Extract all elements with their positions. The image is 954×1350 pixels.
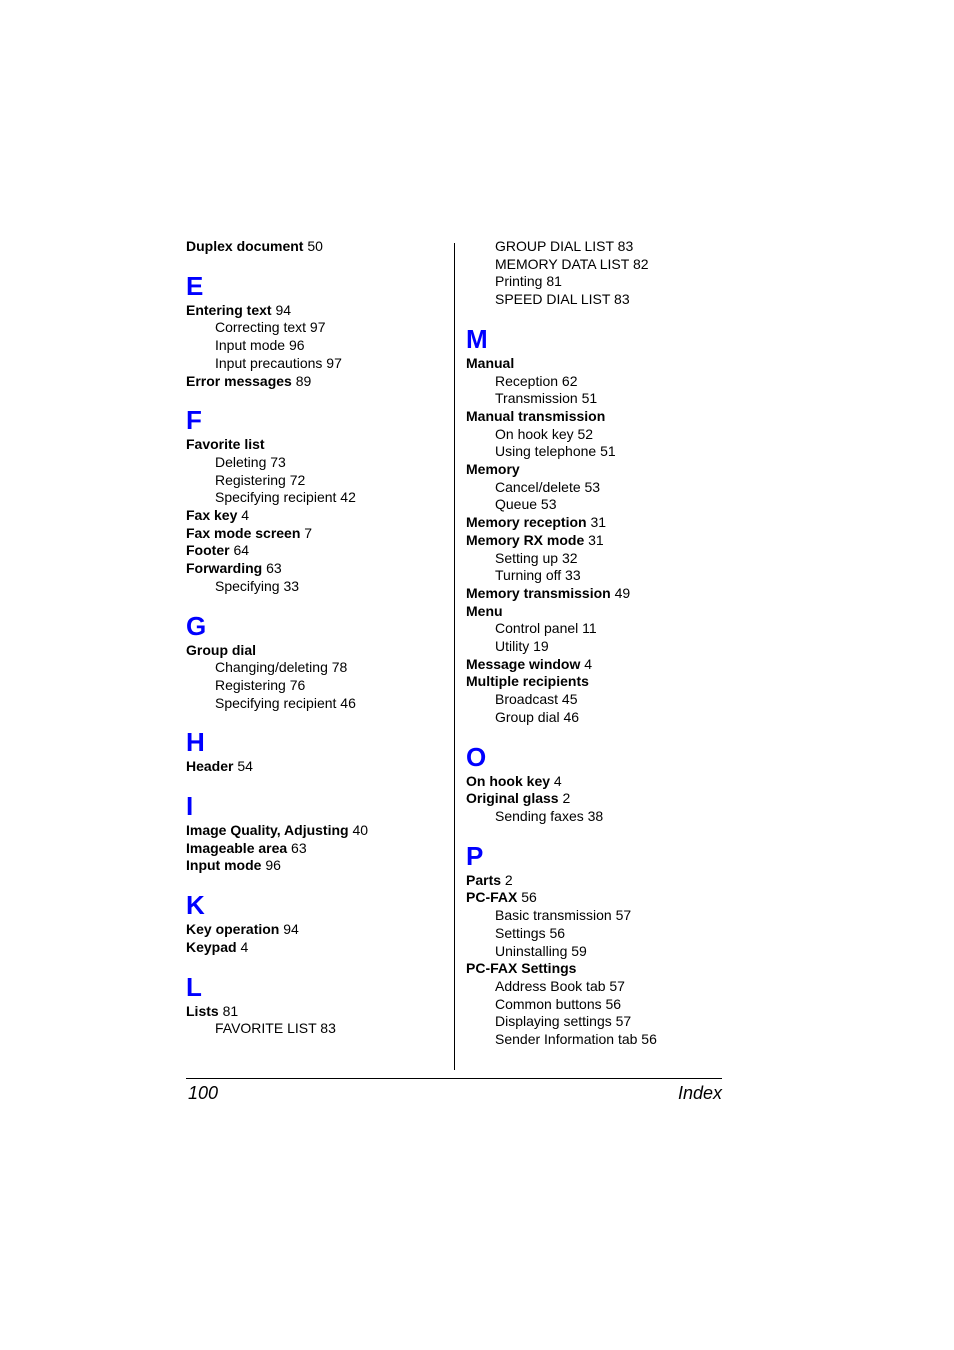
index-page-reference: Reception 62 — [495, 372, 578, 389]
index-page-reference: Changing/deleting 78 — [215, 659, 348, 676]
index-page-reference: Sending faxes 38 — [495, 807, 604, 824]
index-subentry — [466, 373, 722, 391]
index-page-reference: 40 — [348, 822, 369, 839]
index-page-reference: Correcting text 97 — [215, 319, 326, 336]
index-page-reference: 54 — [233, 758, 253, 775]
index-term: Manual — [466, 354, 515, 371]
index-term: Original glass — [466, 790, 559, 807]
index-term: Lists — [186, 1002, 219, 1019]
index-subentry — [186, 695, 448, 713]
index-page-reference: 4 — [237, 507, 250, 524]
index-entry — [186, 840, 448, 858]
index-page-reference: 31 — [586, 514, 607, 531]
index-page-reference: 63 — [262, 560, 282, 577]
index-page-reference: Using telephone 51 — [495, 443, 616, 460]
index-entry — [466, 773, 722, 791]
index-page-reference: Input mode 96 — [215, 337, 305, 354]
index-page-reference: Queue 53 — [495, 496, 557, 513]
index-entry — [186, 542, 448, 560]
index-entry — [466, 960, 722, 978]
index-page-reference: Uninstalling 59 — [495, 942, 587, 959]
index-subentry — [466, 291, 722, 309]
index-entry — [466, 889, 722, 907]
index-entry — [466, 872, 722, 890]
index-entry — [466, 461, 722, 479]
index-page-reference: Address Book tab 57 — [495, 977, 625, 994]
index-term: Input mode — [186, 857, 262, 874]
index-page-reference: 4 — [580, 655, 593, 672]
index-subentry — [466, 978, 722, 996]
index-subentry — [466, 808, 722, 826]
index-term: PC-FAX Settings — [466, 960, 577, 977]
index-term: Forwarding — [186, 560, 263, 577]
index-subentry — [466, 273, 722, 291]
index-entry — [186, 1003, 448, 1021]
index-subentry — [186, 677, 448, 695]
index-term: Footer — [186, 542, 230, 559]
index-term: Memory — [466, 461, 520, 478]
index-page-reference: Deleting 73 — [215, 453, 286, 470]
index-subentry — [186, 578, 448, 596]
index-subentry — [466, 907, 722, 925]
index-entry — [186, 373, 448, 391]
index-subentry — [466, 620, 722, 638]
index-term: On hook key — [466, 772, 551, 789]
index-page-reference: 94 — [271, 301, 292, 318]
index-term: Memory RX mode — [466, 531, 585, 548]
index-page-reference: Broadcast 45 — [495, 691, 578, 708]
index-letter-heading: G — [186, 610, 207, 641]
index-entry — [186, 857, 448, 875]
index-letter-heading: L — [186, 971, 202, 1002]
index-page-reference: 7 — [300, 524, 313, 541]
index-term: Memory reception — [466, 514, 587, 531]
index-entry — [186, 822, 448, 840]
running-title: Index — [677, 1083, 722, 1103]
index-page-reference: GROUP DIAL LIST 83 — [495, 238, 634, 254]
index-page-reference: Utility 19 — [495, 638, 549, 655]
index-page-reference: Specifying 33 — [215, 577, 300, 594]
index-entry — [466, 514, 722, 532]
index-subentry — [466, 426, 722, 444]
index-subentry — [466, 256, 722, 274]
index-page-reference: 4 — [236, 938, 249, 955]
index-page-reference: 49 — [610, 584, 631, 601]
index-entry — [186, 525, 448, 543]
index-entry — [186, 758, 448, 776]
index-subentry — [186, 489, 448, 507]
index-page-reference: Group dial 46 — [495, 708, 580, 725]
index-page-reference: Sender Information tab 56 — [495, 1031, 657, 1048]
index-letter-heading: M — [466, 323, 488, 354]
index-page-reference: Printing 81 — [495, 273, 562, 290]
index-page-reference: Specifying recipient 42 — [215, 489, 356, 506]
index-entry — [186, 560, 448, 578]
index-term: Multiple recipients — [466, 673, 589, 690]
index-subentry — [466, 709, 722, 727]
index-subentry — [186, 454, 448, 472]
index-entry — [466, 790, 722, 808]
index-entry — [186, 507, 448, 525]
index-page-reference: Common buttons 56 — [495, 995, 622, 1012]
index-subentry — [186, 1020, 448, 1038]
index-entry — [466, 585, 722, 603]
index-entry — [186, 939, 448, 957]
index-page-reference: FAVORITE LIST 83 — [215, 1020, 336, 1037]
index-subentry — [466, 567, 722, 585]
index-page-reference: 4 — [550, 772, 562, 789]
index-letter-heading: P — [466, 840, 484, 871]
index-letter-heading: O — [466, 741, 487, 772]
index-subentry — [186, 659, 448, 677]
column-divider — [454, 243, 455, 1070]
index-entry — [186, 302, 448, 320]
index-page-reference: 96 — [261, 857, 281, 874]
index-page-reference: MEMORY DATA LIST 82 — [495, 255, 649, 272]
index-term: Manual transmission — [466, 407, 606, 424]
index-letter-heading: H — [186, 727, 205, 758]
index-column-left — [186, 238, 448, 1038]
index-term: Parts — [466, 871, 502, 888]
index-term: Error messages — [186, 372, 292, 389]
index-subentry — [466, 996, 722, 1014]
index-letter-heading: E — [186, 270, 204, 301]
index-subentry — [186, 355, 448, 373]
index-page-reference: Specifying recipient 46 — [215, 694, 356, 711]
index-entry — [466, 603, 722, 621]
index-entry — [186, 238, 448, 256]
index-term: Menu — [466, 602, 503, 619]
footer-rule — [186, 1078, 722, 1079]
index-term: Key operation — [186, 921, 280, 938]
index-subentry — [466, 638, 722, 656]
index-entry — [186, 921, 448, 939]
index-page-reference: 2 — [558, 790, 571, 807]
index-subentry — [466, 943, 722, 961]
index-page-reference: Input precautions 97 — [215, 354, 342, 371]
index-page-reference: 63 — [287, 839, 307, 856]
index-column-right — [466, 238, 722, 1049]
index-page-reference: Basic transmission 57 — [495, 907, 632, 924]
index-subentry — [186, 319, 448, 337]
index-subentry — [466, 390, 722, 408]
index-subentry — [466, 925, 722, 943]
index-page-reference: 56 — [517, 889, 537, 906]
index-term: Group dial — [186, 641, 256, 658]
index-subentry — [186, 472, 448, 490]
index-letter-heading: F — [186, 405, 202, 436]
index-term: Favorite list — [186, 436, 265, 453]
index-page-reference: Turning off 33 — [495, 567, 581, 584]
index-page-reference: 81 — [218, 1002, 239, 1019]
index-term: Fax key — [186, 507, 238, 524]
index-page-reference: 2 — [501, 871, 513, 888]
index-page-reference: Settings 56 — [495, 924, 566, 941]
index-page-reference: Setting up 32 — [495, 549, 578, 566]
index-subentry — [466, 550, 722, 568]
index-subentry — [466, 443, 722, 461]
index-page-reference: Displaying settings 57 — [495, 1013, 632, 1030]
index-subentry — [466, 1013, 722, 1031]
index-page-reference: Control panel 11 — [495, 620, 597, 637]
index-page-reference: Registering 76 — [215, 676, 306, 693]
index-letter-heading: K — [186, 890, 205, 921]
index-entry — [466, 532, 722, 550]
index-page-reference: 64 — [229, 542, 250, 559]
index-term: Message window — [466, 655, 581, 672]
index-subentry — [186, 337, 448, 355]
index-page-reference: 50 — [303, 238, 323, 254]
index-page-reference: Transmission 51 — [495, 390, 598, 407]
index-subentry — [466, 1031, 722, 1049]
index-term: Keypad — [186, 938, 237, 955]
page-number: 100 — [188, 1083, 219, 1103]
index-page-reference: Registering 72 — [215, 471, 306, 488]
index-entry — [186, 642, 448, 660]
index-entry — [466, 656, 722, 674]
index-page-reference: On hook key 52 — [495, 425, 594, 442]
index-term: PC-FAX — [466, 889, 518, 906]
index-term: Fax mode screen — [186, 524, 301, 541]
index-page-reference: 31 — [584, 531, 604, 548]
index-term: Memory transmission — [466, 584, 611, 601]
index-term: Imageable area — [186, 839, 288, 856]
index-page-reference: SPEED DIAL LIST 83 — [495, 291, 630, 308]
index-subentry — [466, 691, 722, 709]
index-page-reference: 89 — [291, 372, 312, 389]
index-term: Image Quality, Adjusting — [186, 822, 349, 839]
index-term: Header — [186, 758, 234, 775]
index-page-reference: Cancel/delete 53 — [495, 478, 601, 495]
index-entry — [466, 355, 722, 373]
index-entry — [466, 673, 722, 691]
index-entry — [186, 436, 448, 454]
index-entry — [466, 408, 722, 426]
index-letter-heading: I — [186, 791, 194, 822]
index-subentry — [466, 496, 722, 514]
index-page-reference: 94 — [279, 921, 299, 938]
index-term: Duplex document — [186, 238, 304, 254]
index-subentry — [466, 238, 722, 256]
index-subentry — [466, 479, 722, 497]
index-term: Entering text — [186, 301, 272, 318]
